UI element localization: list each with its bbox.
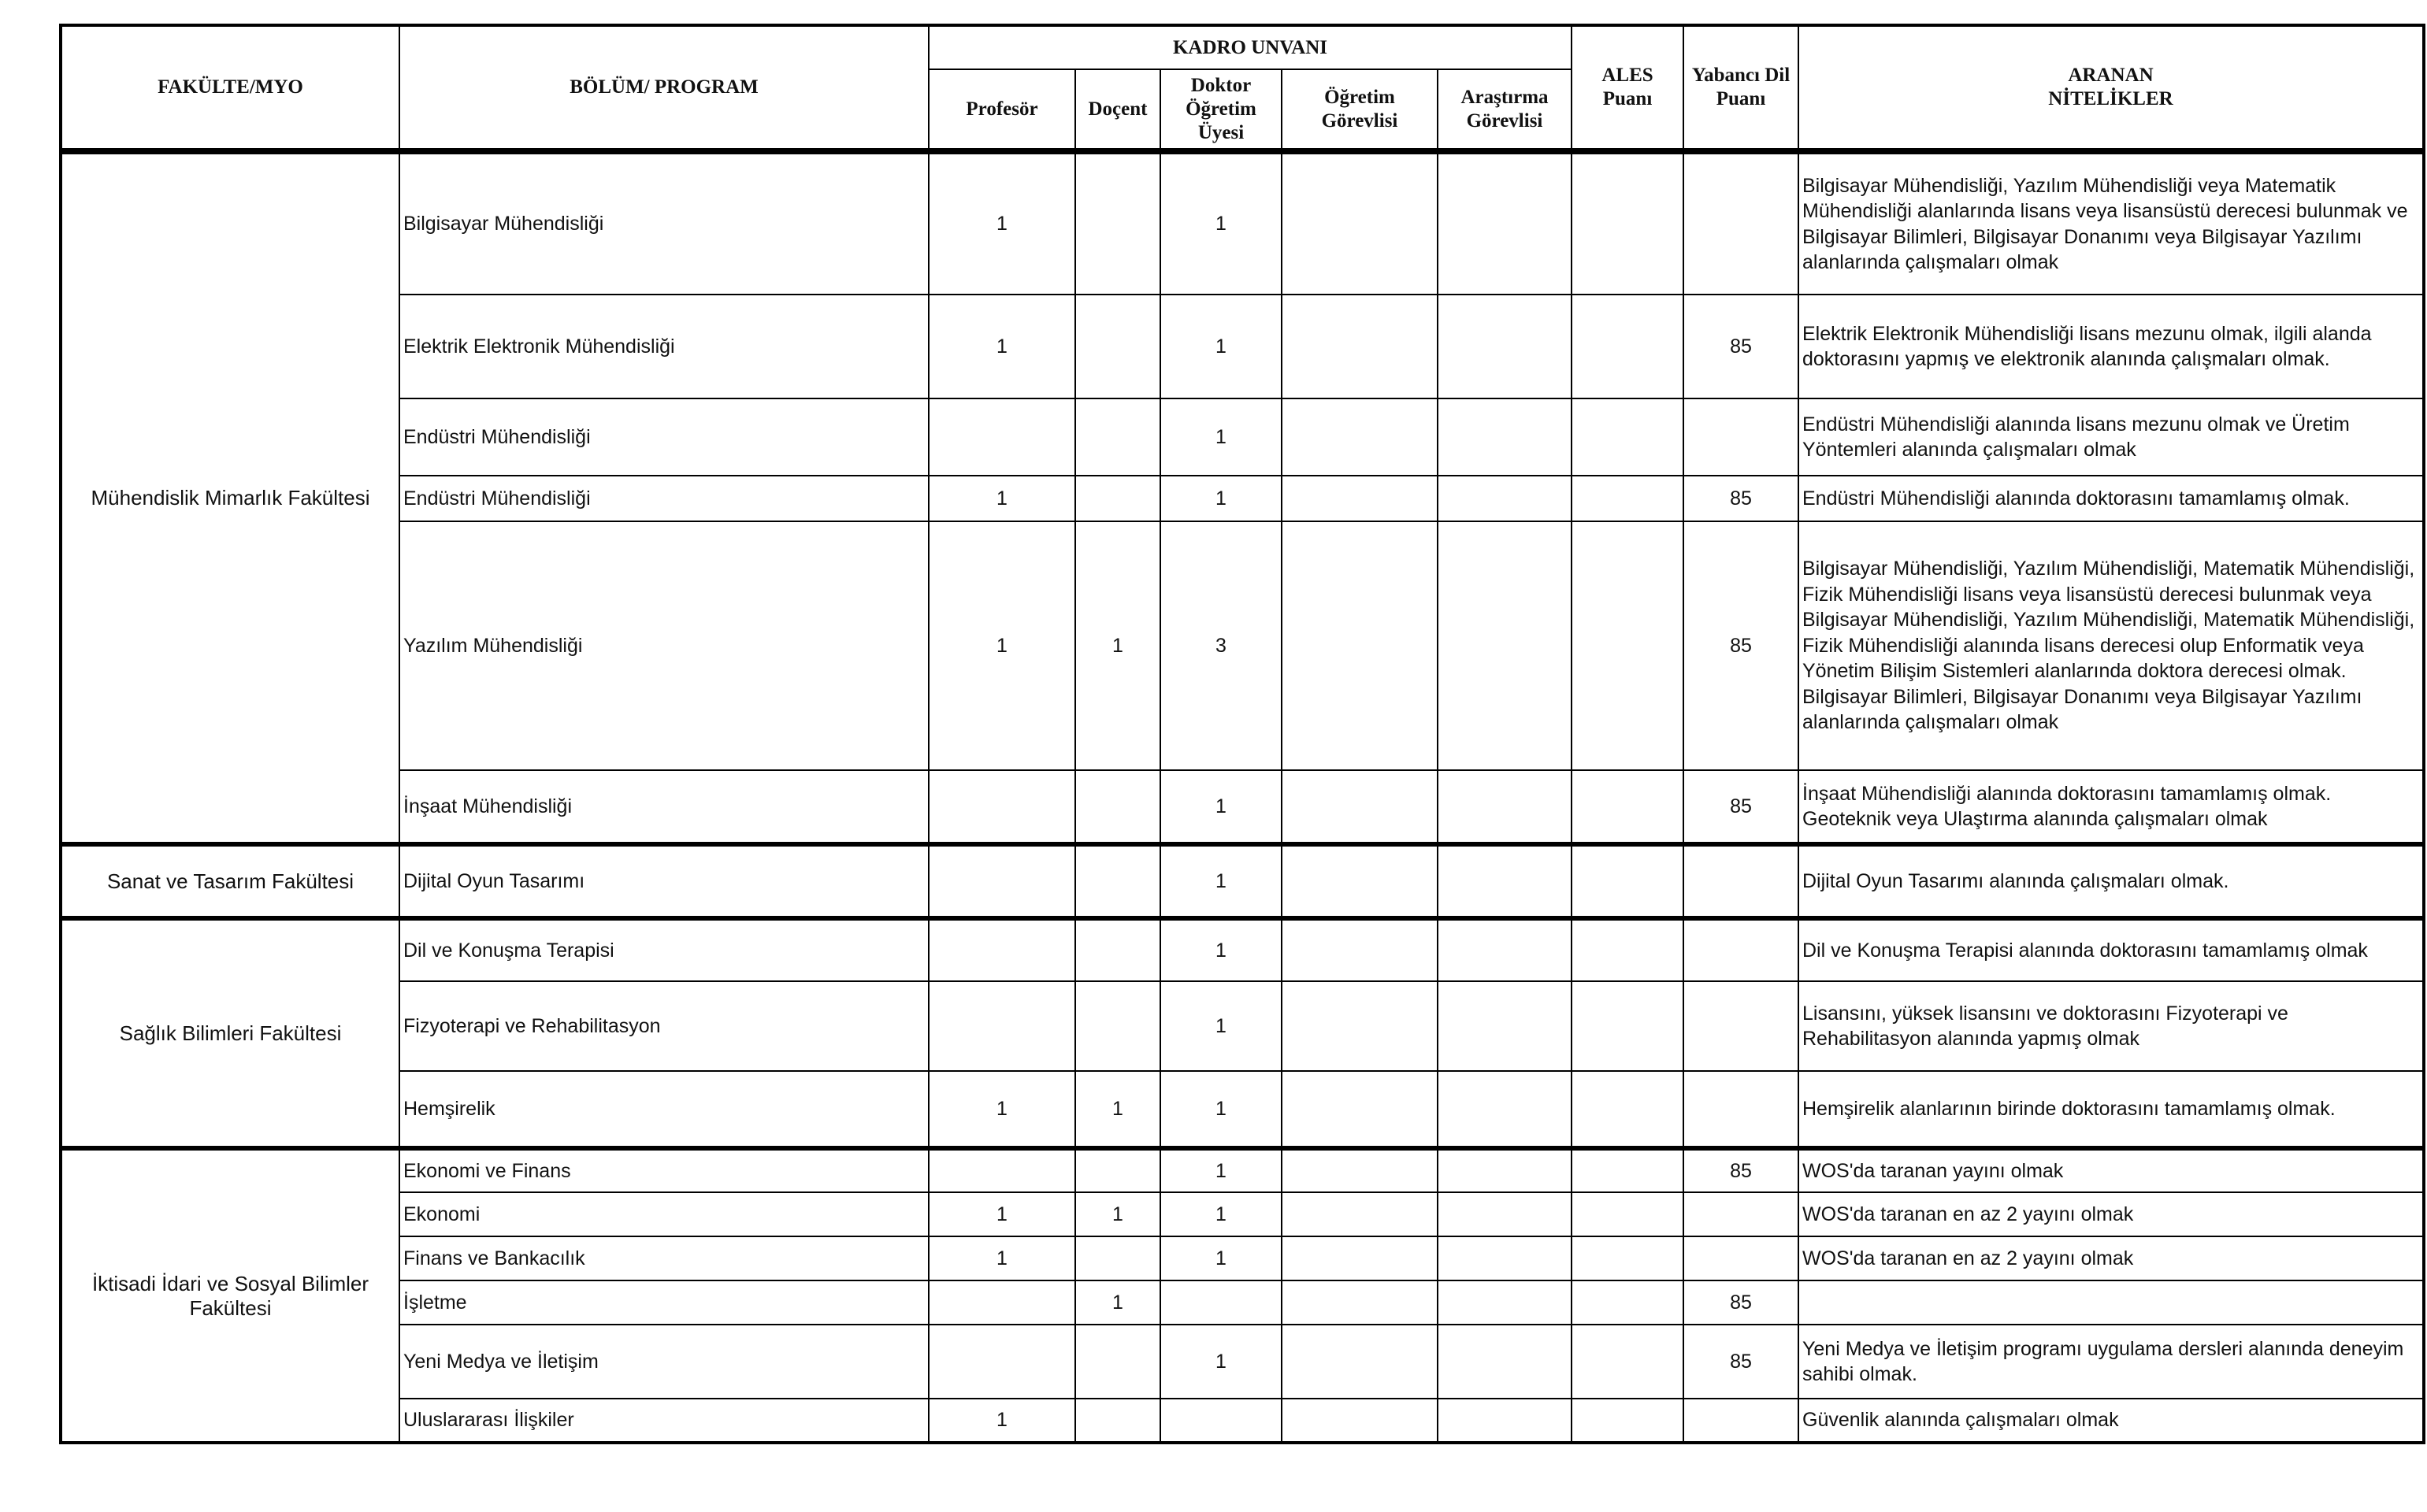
cell-profesor: 1 bbox=[929, 1071, 1075, 1148]
qualification-text: Elektrik Elektronik Mühendisliği lisans mezunu olmak, ilgili alanda doktorasını yapmış ve elektronik alanında çalışmaları olmak. bbox=[1798, 295, 2424, 398]
cell-ales bbox=[1572, 1325, 1683, 1399]
cell-doktor: 1 bbox=[1160, 476, 1282, 521]
cell-doktor: 1 bbox=[1160, 981, 1282, 1071]
program-name: Yazılım Mühendisliği bbox=[399, 521, 929, 770]
program-name: Endüstri Mühendisliği bbox=[399, 398, 929, 476]
header-aranan-line2: NİTELİKLER bbox=[2048, 88, 2173, 109]
cell-ogretim-gorevlisi bbox=[1282, 521, 1438, 770]
cell-ales bbox=[1572, 1280, 1683, 1325]
qualification-text: Dijital Oyun Tasarımı alanında çalışmaları olmak. bbox=[1798, 844, 2424, 918]
qualification-text: İnşaat Mühendisliği alanında doktorasını tamamlamış olmak. Geoteknik veya Ulaştırma alanında çalışmaları olmak bbox=[1798, 770, 2424, 844]
cell-ogretim-gorevlisi bbox=[1282, 981, 1438, 1071]
cell-arastirma-gorevlisi bbox=[1438, 295, 1572, 398]
cell-arastirma-gorevlisi bbox=[1438, 1236, 1572, 1280]
program-name: Endüstri Mühendisliği bbox=[399, 476, 929, 521]
cell-ales bbox=[1572, 295, 1683, 398]
cell-profesor bbox=[929, 770, 1075, 844]
cell-yabanci-dil: 85 bbox=[1683, 295, 1798, 398]
program-name: Uluslararası İlişkiler bbox=[399, 1399, 929, 1443]
cell-ogretim-gorevlisi bbox=[1282, 1325, 1438, 1399]
cell-doktor: 1 bbox=[1160, 1325, 1282, 1399]
cell-doktor: 1 bbox=[1160, 844, 1282, 918]
program-name: Finans ve Bankacılık bbox=[399, 1236, 929, 1280]
cell-ales bbox=[1572, 770, 1683, 844]
cell-ogretim-gorevlisi bbox=[1282, 151, 1438, 295]
cell-arastirma-gorevlisi bbox=[1438, 844, 1572, 918]
cell-docent bbox=[1075, 1148, 1160, 1192]
table-row bbox=[61, 1280, 2424, 1325]
qualification-text: Endüstri Mühendisliği alanında lisans mezunu olmak ve Üretim Yöntemleri alanında çalışmaları olmak bbox=[1798, 398, 2424, 476]
faculty-name: Mühendislik Mimarlık Fakültesi bbox=[61, 151, 399, 844]
cell-arastirma-gorevlisi bbox=[1438, 981, 1572, 1071]
cell-profesor: 1 bbox=[929, 1192, 1075, 1236]
cell-yabanci-dil bbox=[1683, 1236, 1798, 1280]
cell-yabanci-dil: 85 bbox=[1683, 521, 1798, 770]
cell-doktor: 1 bbox=[1160, 1192, 1282, 1236]
qualification-text bbox=[1798, 1280, 2424, 1325]
cell-ales bbox=[1572, 1071, 1683, 1148]
cell-yabanci-dil: 85 bbox=[1683, 770, 1798, 844]
cell-yabanci-dil: 85 bbox=[1683, 476, 1798, 521]
table-row bbox=[61, 151, 2424, 295]
cell-profesor bbox=[929, 918, 1075, 981]
header-aranan-line1: ARANAN bbox=[2068, 65, 2154, 86]
header-docent: Doçent bbox=[1075, 69, 1160, 151]
cell-arastirma-gorevlisi bbox=[1438, 1192, 1572, 1236]
header-kadro-unvani: KADRO UNVANI bbox=[929, 25, 1572, 69]
cell-ales bbox=[1572, 981, 1683, 1071]
cell-yabanci-dil bbox=[1683, 844, 1798, 918]
cell-ogretim-gorevlisi bbox=[1282, 844, 1438, 918]
cell-docent bbox=[1075, 476, 1160, 521]
cell-doktor: 3 bbox=[1160, 521, 1282, 770]
qualification-text: Bilgisayar Mühendisliği, Yazılım Mühendisliği veya Matematik Mühendisliği alanlarında lisans veya lisansüstü derecesi bulunmak ve Bilgisayar Bilimleri, Bilgisayar Donanımı veya Bilgisayar Yazılımı alanlarında çalışmaları olmak bbox=[1798, 151, 2424, 295]
qualification-text: Hemşirelik alanlarının birinde doktorasını tamamlamış olmak. bbox=[1798, 1071, 2424, 1148]
cell-arastirma-gorevlisi bbox=[1438, 151, 1572, 295]
header-profesor: Profesör bbox=[929, 69, 1075, 151]
cell-profesor: 1 bbox=[929, 1399, 1075, 1443]
cell-profesor bbox=[929, 1148, 1075, 1192]
qualification-text: WOS'da taranan en az 2 yayını olmak bbox=[1798, 1192, 2424, 1236]
cell-profesor: 1 bbox=[929, 151, 1075, 295]
program-name: Dijital Oyun Tasarımı bbox=[399, 844, 929, 918]
cell-ogretim-gorevlisi bbox=[1282, 1071, 1438, 1148]
qualification-text: WOS'da taranan yayını olmak bbox=[1798, 1148, 2424, 1192]
cell-doktor: 1 bbox=[1160, 1236, 1282, 1280]
qualification-text: Lisansını, yüksek lisansını ve doktorasını Fizyoterapi ve Rehabilitasyon alanında yapmış olmak bbox=[1798, 981, 2424, 1071]
qualification-text: Güvenlik alanında çalışmaları olmak bbox=[1798, 1399, 2424, 1443]
cell-doktor: 1 bbox=[1160, 295, 1282, 398]
program-name: İşletme bbox=[399, 1280, 929, 1325]
cell-ales bbox=[1572, 918, 1683, 981]
qualification-text: WOS'da taranan en az 2 yayını olmak bbox=[1798, 1236, 2424, 1280]
faculty-name: Sanat ve Tasarım Fakültesi bbox=[61, 844, 399, 918]
table-row bbox=[61, 1399, 2424, 1443]
cell-docent bbox=[1075, 1399, 1160, 1443]
cell-doktor: 1 bbox=[1160, 770, 1282, 844]
cell-yabanci-dil bbox=[1683, 918, 1798, 981]
table-body bbox=[61, 151, 2424, 1443]
qualification-text: Yeni Medya ve İletişim programı uygulama dersleri alanında deneyim sahibi olmak. bbox=[1798, 1325, 2424, 1399]
cell-docent: 1 bbox=[1075, 1192, 1160, 1236]
table-row bbox=[61, 1071, 2424, 1148]
header-ales: ALES Puanı bbox=[1572, 25, 1683, 151]
cell-doktor: 1 bbox=[1160, 1071, 1282, 1148]
program-name: Bilgisayar Mühendisliği bbox=[399, 151, 929, 295]
cell-yabanci-dil bbox=[1683, 1192, 1798, 1236]
qualification-text: Dil ve Konuşma Terapisi alanında doktorasını tamamlamış olmak bbox=[1798, 918, 2424, 981]
cell-ogretim-gorevlisi bbox=[1282, 1192, 1438, 1236]
cell-profesor bbox=[929, 1280, 1075, 1325]
program-name: Yeni Medya ve İletişim bbox=[399, 1325, 929, 1399]
table-row bbox=[61, 398, 2424, 476]
table-row bbox=[61, 770, 2424, 844]
header-ogretim-gorevlisi: Öğretim Görevlisi bbox=[1282, 69, 1438, 151]
program-name: Ekonomi bbox=[399, 1192, 929, 1236]
table-row bbox=[61, 918, 2424, 981]
cell-arastirma-gorevlisi bbox=[1438, 918, 1572, 981]
cell-docent bbox=[1075, 295, 1160, 398]
cell-docent bbox=[1075, 1236, 1160, 1280]
faculty-name: İktisadi İdari ve Sosyal Bilimler Fakültesi bbox=[61, 1148, 399, 1443]
cell-ales bbox=[1572, 1236, 1683, 1280]
cell-arastirma-gorevlisi bbox=[1438, 1399, 1572, 1443]
cell-doktor: 1 bbox=[1160, 918, 1282, 981]
program-name: Fizyoterapi ve Rehabilitasyon bbox=[399, 981, 929, 1071]
cell-yabanci-dil bbox=[1683, 1071, 1798, 1148]
cell-ogretim-gorevlisi bbox=[1282, 476, 1438, 521]
cell-ales bbox=[1572, 1148, 1683, 1192]
cell-profesor bbox=[929, 844, 1075, 918]
cell-docent: 1 bbox=[1075, 1280, 1160, 1325]
cell-docent bbox=[1075, 770, 1160, 844]
cell-profesor: 1 bbox=[929, 476, 1075, 521]
cell-yabanci-dil bbox=[1683, 151, 1798, 295]
kadro-table bbox=[59, 24, 2425, 1444]
table-row bbox=[61, 981, 2424, 1071]
cell-profesor: 1 bbox=[929, 1236, 1075, 1280]
cell-ogretim-gorevlisi bbox=[1282, 770, 1438, 844]
cell-ales bbox=[1572, 521, 1683, 770]
cell-docent bbox=[1075, 844, 1160, 918]
cell-ales bbox=[1572, 476, 1683, 521]
table-row bbox=[61, 1192, 2424, 1236]
header-program: BÖLÜM/ PROGRAM bbox=[399, 25, 929, 151]
cell-yabanci-dil bbox=[1683, 981, 1798, 1071]
cell-profesor bbox=[929, 1325, 1075, 1399]
cell-profesor bbox=[929, 398, 1075, 476]
cell-docent: 1 bbox=[1075, 1071, 1160, 1148]
qualification-text: Endüstri Mühendisliği alanında doktorasını tamamlamış olmak. bbox=[1798, 476, 2424, 521]
table-row bbox=[61, 1236, 2424, 1280]
cell-ogretim-gorevlisi bbox=[1282, 398, 1438, 476]
cell-ales bbox=[1572, 151, 1683, 295]
program-name: Dil ve Konuşma Terapisi bbox=[399, 918, 929, 981]
cell-profesor: 1 bbox=[929, 295, 1075, 398]
cell-ales bbox=[1572, 1399, 1683, 1443]
cell-ogretim-gorevlisi bbox=[1282, 1236, 1438, 1280]
program-name: Hemşirelik bbox=[399, 1071, 929, 1148]
cell-doktor: 1 bbox=[1160, 398, 1282, 476]
table-row bbox=[61, 295, 2424, 398]
cell-arastirma-gorevlisi bbox=[1438, 1071, 1572, 1148]
header-faculty: FAKÜLTE/MYO bbox=[61, 25, 399, 151]
table-row bbox=[61, 521, 2424, 770]
cell-profesor: 1 bbox=[929, 521, 1075, 770]
program-name: Ekonomi ve Finans bbox=[399, 1148, 929, 1192]
faculty-name: Sağlık Bilimleri Fakültesi bbox=[61, 918, 399, 1148]
cell-yabanci-dil: 85 bbox=[1683, 1280, 1798, 1325]
cell-docent bbox=[1075, 918, 1160, 981]
table-row bbox=[61, 1148, 2424, 1192]
cell-ogretim-gorevlisi bbox=[1282, 1280, 1438, 1325]
cell-yabanci-dil: 85 bbox=[1683, 1325, 1798, 1399]
cell-yabanci-dil bbox=[1683, 1399, 1798, 1443]
header-aranan-nitelikler bbox=[1798, 25, 2424, 151]
cell-doktor bbox=[1160, 1280, 1282, 1325]
cell-yabanci-dil bbox=[1683, 398, 1798, 476]
table-row bbox=[61, 476, 2424, 521]
table-header bbox=[61, 25, 2424, 151]
header-arastirma-gorevlisi: Araştırma Görevlisi bbox=[1438, 69, 1572, 151]
program-name: İnşaat Mühendisliği bbox=[399, 770, 929, 844]
cell-arastirma-gorevlisi bbox=[1438, 398, 1572, 476]
cell-ales bbox=[1572, 398, 1683, 476]
table-row bbox=[61, 1325, 2424, 1399]
cell-profesor bbox=[929, 981, 1075, 1071]
table-row bbox=[61, 844, 2424, 918]
cell-arastirma-gorevlisi bbox=[1438, 521, 1572, 770]
cell-docent bbox=[1075, 1325, 1160, 1399]
header-yabanci-dil: Yabancı Dil Puanı bbox=[1683, 25, 1798, 151]
cell-docent: 1 bbox=[1075, 521, 1160, 770]
cell-ales bbox=[1572, 844, 1683, 918]
header-doktor: Doktor Öğretim Üyesi bbox=[1160, 69, 1282, 151]
cell-arastirma-gorevlisi bbox=[1438, 770, 1572, 844]
cell-ogretim-gorevlisi bbox=[1282, 918, 1438, 981]
cell-arastirma-gorevlisi bbox=[1438, 476, 1572, 521]
cell-arastirma-gorevlisi bbox=[1438, 1325, 1572, 1399]
cell-docent bbox=[1075, 981, 1160, 1071]
cell-ogretim-gorevlisi bbox=[1282, 295, 1438, 398]
cell-docent bbox=[1075, 398, 1160, 476]
cell-docent bbox=[1075, 151, 1160, 295]
cell-doktor: 1 bbox=[1160, 1148, 1282, 1192]
cell-yabanci-dil: 85 bbox=[1683, 1148, 1798, 1192]
cell-ales bbox=[1572, 1192, 1683, 1236]
qualification-text: Bilgisayar Mühendisliği, Yazılım Mühendisliği, Matematik Mühendisliği, Fizik Mühendisliği lisans veya lisansüstü derecesi bulunmak veya Bilgisayar Mühendisliği, Yazılım Mühendisliği, Matematik Mühendisliği, Fizik Mühendisliği alanında lisans derecesi olup Enformatik veya Yönetim Bilişim Sistemleri alanlarında doktora derecesi olmak. Bilgisayar Bilimleri, Bilgisayar Donanımı veya Bilgisayar Yazılımı alanlarında çalışmaları olmak bbox=[1798, 521, 2424, 770]
cell-ogretim-gorevlisi bbox=[1282, 1148, 1438, 1192]
cell-arastirma-gorevlisi bbox=[1438, 1280, 1572, 1325]
program-name: Elektrik Elektronik Mühendisliği bbox=[399, 295, 929, 398]
cell-ogretim-gorevlisi bbox=[1282, 1399, 1438, 1443]
cell-arastirma-gorevlisi bbox=[1438, 1148, 1572, 1192]
cell-doktor: 1 bbox=[1160, 151, 1282, 295]
cell-doktor bbox=[1160, 1399, 1282, 1443]
